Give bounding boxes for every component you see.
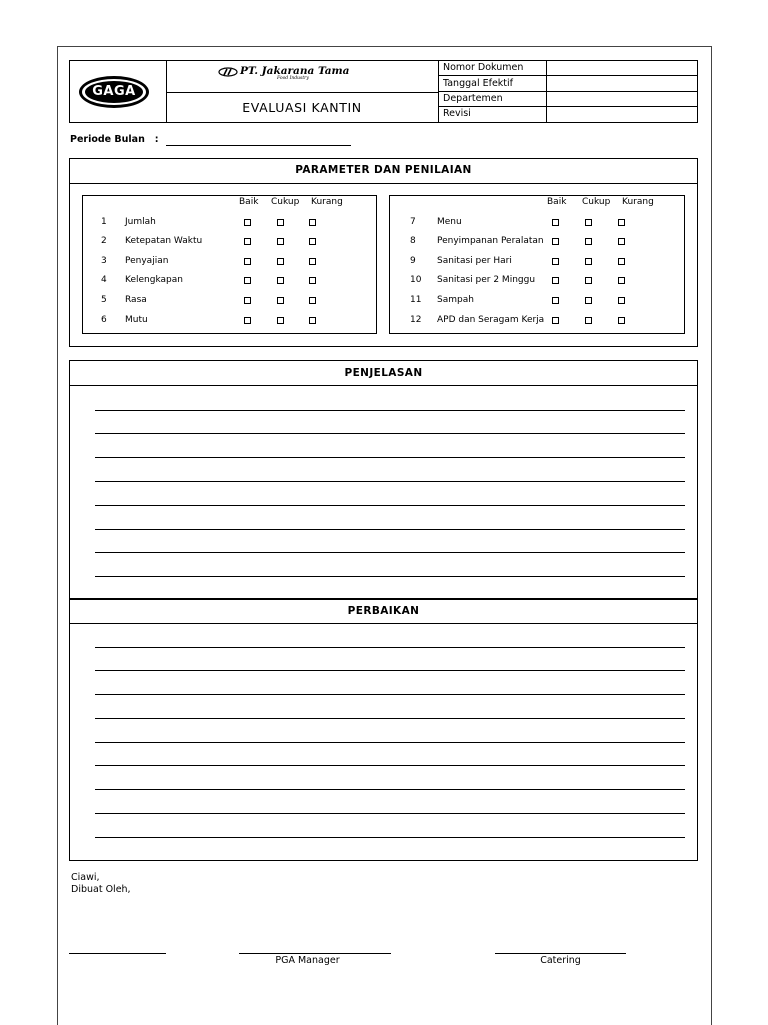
checkbox-baik[interactable] bbox=[244, 297, 251, 304]
parameter-number: 5 bbox=[101, 295, 107, 305]
checkbox-kurang[interactable] bbox=[309, 317, 316, 324]
signature-line[interactable] bbox=[239, 953, 391, 954]
writing-line bbox=[95, 837, 685, 838]
writing-line bbox=[95, 670, 685, 671]
writing-line bbox=[95, 505, 685, 506]
parameter-label: Sanitasi per Hari bbox=[437, 256, 512, 266]
writing-line bbox=[95, 433, 685, 434]
checkbox-baik[interactable] bbox=[552, 219, 559, 226]
meta-label-departemen: Departemen bbox=[443, 93, 503, 104]
writing-line bbox=[95, 410, 685, 411]
parameter-label: Jumlah bbox=[125, 217, 156, 227]
parameter-label: Penyimpanan Peralatan bbox=[437, 236, 544, 246]
parameter-title: PARAMETER DAN PENILAIAN bbox=[69, 158, 698, 184]
parameter-number: 11 bbox=[410, 295, 422, 305]
column-header-kurang: Kurang bbox=[311, 197, 343, 207]
penjelasan-title: PENJELASAN bbox=[69, 360, 698, 386]
meta-label-revisi: Revisi bbox=[443, 108, 471, 119]
writing-line bbox=[95, 742, 685, 743]
company-mark-icon bbox=[218, 67, 238, 77]
checkbox-baik[interactable] bbox=[552, 317, 559, 324]
column-header-baik: Baik bbox=[547, 197, 567, 207]
parameter-number: 2 bbox=[101, 236, 107, 246]
document-title: EVALUASI KANTIN bbox=[242, 100, 362, 115]
checkbox-kurang[interactable] bbox=[309, 277, 316, 284]
logo-text: GAGA bbox=[85, 81, 143, 103]
writing-line bbox=[95, 789, 685, 790]
checkbox-baik[interactable] bbox=[244, 317, 251, 324]
parameter-label: Sanitasi per 2 Minggu bbox=[437, 275, 536, 285]
signature-label-pga-manager: PGA Manager bbox=[275, 955, 340, 966]
parameter-label: Menu bbox=[437, 217, 462, 227]
parameter-number: 4 bbox=[101, 275, 107, 285]
checkbox-cukup[interactable] bbox=[585, 277, 592, 284]
parameter-label: Kelengkapan bbox=[125, 275, 183, 285]
checkbox-kurang[interactable] bbox=[309, 238, 316, 245]
column-header-baik: Baik bbox=[239, 197, 259, 207]
perbaikan-title: PERBAIKAN bbox=[69, 598, 698, 624]
signature-line[interactable] bbox=[495, 953, 626, 954]
checkbox-kurang[interactable] bbox=[618, 258, 625, 265]
parameter-number: 1 bbox=[101, 217, 107, 227]
parameter-label: APD dan Seragam Kerja bbox=[437, 315, 545, 325]
checkbox-cukup[interactable] bbox=[277, 258, 284, 265]
meta-label-tanggal-efektif: Tanggal Efektif bbox=[443, 78, 514, 89]
writing-line bbox=[95, 765, 685, 766]
writing-line bbox=[95, 813, 685, 814]
parameter-number: 9 bbox=[410, 256, 416, 266]
writing-line bbox=[95, 552, 685, 553]
parameter-right-box bbox=[389, 195, 685, 334]
writing-line bbox=[95, 647, 685, 648]
writing-line bbox=[95, 529, 685, 530]
footer-made-by: Dibuat Oleh, bbox=[71, 884, 131, 895]
writing-line bbox=[95, 694, 685, 695]
parameter-label: Sampah bbox=[437, 295, 474, 305]
column-header-kurang: Kurang bbox=[622, 197, 654, 207]
checkbox-baik[interactable] bbox=[244, 277, 251, 284]
checkbox-baik[interactable] bbox=[244, 219, 251, 226]
checkbox-cukup[interactable] bbox=[277, 219, 284, 226]
checkbox-cukup[interactable] bbox=[585, 238, 592, 245]
checkbox-kurang[interactable] bbox=[618, 238, 625, 245]
parameter-label: Ketepatan Waktu bbox=[125, 236, 203, 246]
checkbox-kurang[interactable] bbox=[309, 219, 316, 226]
company-subtitle: Food Industry bbox=[277, 76, 309, 81]
parameter-number: 3 bbox=[101, 256, 107, 266]
checkbox-baik[interactable] bbox=[552, 297, 559, 304]
writing-line bbox=[95, 457, 685, 458]
parameter-label: Rasa bbox=[125, 295, 147, 305]
checkbox-cukup[interactable] bbox=[277, 277, 284, 284]
checkbox-kurang[interactable] bbox=[618, 297, 625, 304]
checkbox-cukup[interactable] bbox=[277, 297, 284, 304]
parameter-number: 12 bbox=[410, 315, 422, 325]
checkbox-cukup[interactable] bbox=[585, 258, 592, 265]
checkbox-baik[interactable] bbox=[244, 238, 251, 245]
signature-line[interactable] bbox=[69, 953, 166, 954]
writing-line bbox=[95, 481, 685, 482]
checkbox-kurang[interactable] bbox=[309, 258, 316, 265]
periode-input-line[interactable] bbox=[166, 145, 351, 146]
checkbox-cukup[interactable] bbox=[277, 238, 284, 245]
meta-label-nomor-dokumen: Nomor Dokumen bbox=[443, 62, 524, 73]
checkbox-cukup[interactable] bbox=[585, 317, 592, 324]
column-header-cukup: Cukup bbox=[582, 197, 611, 207]
checkbox-cukup[interactable] bbox=[277, 317, 284, 324]
checkbox-kurang[interactable] bbox=[618, 277, 625, 284]
checkbox-baik[interactable] bbox=[244, 258, 251, 265]
footer-place: Ciawi, bbox=[71, 872, 100, 883]
checkbox-baik[interactable] bbox=[552, 238, 559, 245]
periode-label: Periode Bulan : bbox=[70, 134, 159, 145]
checkbox-kurang[interactable] bbox=[309, 297, 316, 304]
parameter-number: 7 bbox=[410, 217, 416, 227]
column-header-cukup: Cukup bbox=[271, 197, 300, 207]
checkbox-cukup[interactable] bbox=[585, 219, 592, 226]
company-name: PT. Jakarana Tama bbox=[240, 65, 350, 77]
parameter-label: Mutu bbox=[125, 315, 148, 325]
signature-label-catering: Catering bbox=[540, 955, 581, 966]
parameter-label: Penyajian bbox=[125, 256, 169, 266]
checkbox-kurang[interactable] bbox=[618, 219, 625, 226]
writing-line bbox=[95, 718, 685, 719]
parameter-number: 10 bbox=[410, 275, 422, 285]
writing-line bbox=[95, 576, 685, 577]
checkbox-kurang[interactable] bbox=[618, 317, 625, 324]
checkbox-baik[interactable] bbox=[552, 258, 559, 265]
parameter-number: 8 bbox=[410, 236, 416, 246]
parameter-number: 6 bbox=[101, 315, 107, 325]
penjelasan-area[interactable] bbox=[69, 386, 698, 600]
checkbox-baik[interactable] bbox=[552, 277, 559, 284]
checkbox-cukup[interactable] bbox=[585, 297, 592, 304]
